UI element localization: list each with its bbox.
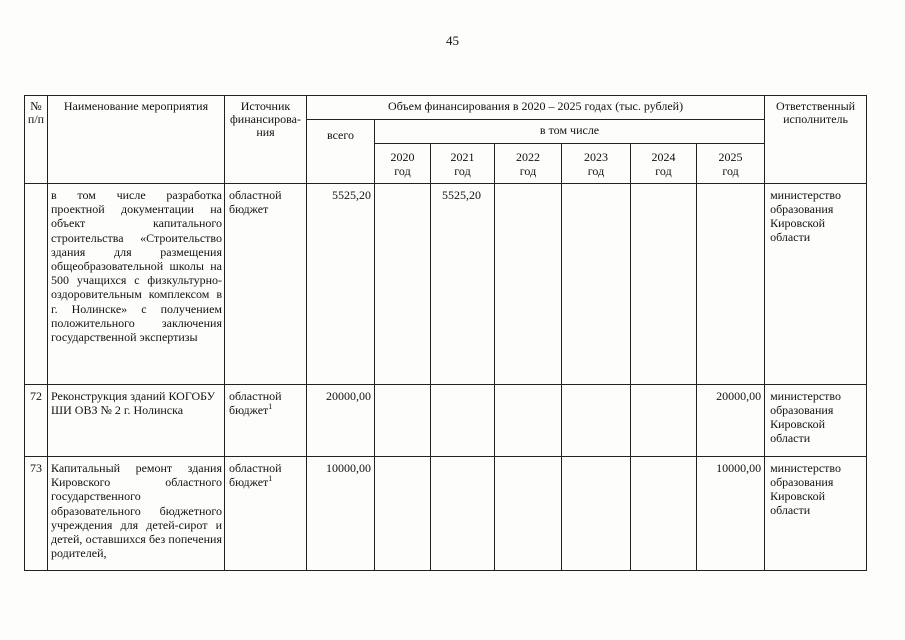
year-label: 2022 bbox=[516, 150, 540, 164]
header-year-2024 bbox=[631, 144, 697, 184]
year-unit: год bbox=[454, 164, 471, 178]
source-text: областной бюджет bbox=[229, 188, 282, 216]
source-text: областной бюджет bbox=[229, 461, 282, 489]
row-name: Капитальный ремонт здания Кировского областного государственного образовательного бюджетного учреждения для детей-сирот и детей, оставшихся без попечения родителей, bbox=[48, 457, 225, 571]
year-label: 2023 bbox=[584, 150, 608, 164]
row-2021 bbox=[431, 385, 495, 457]
page-number: 45 bbox=[446, 33, 459, 48]
source-text: областной бюджет bbox=[229, 389, 282, 417]
row-source bbox=[225, 457, 307, 571]
row-2022 bbox=[495, 184, 562, 385]
header-responsible: Ответственный исполнитель bbox=[765, 96, 867, 184]
row-num: 73 bbox=[25, 457, 48, 571]
header-row-1 bbox=[25, 96, 867, 120]
row-2025 bbox=[697, 184, 765, 385]
year-label: 2020 bbox=[390, 150, 415, 164]
header-year-2023 bbox=[562, 144, 631, 184]
header-year-2025 bbox=[697, 144, 765, 184]
row-2025: 10000,00 bbox=[697, 457, 765, 571]
row-responsible: министерство образования Кировской области bbox=[765, 457, 867, 571]
row-num: 72 bbox=[25, 385, 48, 457]
year-label: 2024 bbox=[651, 150, 676, 164]
row-total: 5525,20 bbox=[307, 184, 375, 385]
header-name bbox=[48, 96, 225, 184]
header-year-2022 bbox=[495, 144, 562, 184]
footnote-mark: 1 bbox=[268, 402, 273, 411]
row-2020 bbox=[375, 385, 431, 457]
row-num bbox=[25, 184, 48, 385]
row-total: 20000,00 bbox=[307, 385, 375, 457]
row-2023 bbox=[562, 184, 631, 385]
table-row bbox=[25, 385, 867, 457]
header-name-text: Наименование мероприятия bbox=[63, 99, 209, 113]
row-responsible: министерство образования Кировской области bbox=[765, 184, 867, 385]
year-unit: год bbox=[722, 164, 739, 178]
year-label: 2021 bbox=[450, 150, 475, 164]
row-source bbox=[225, 385, 307, 457]
row-2022 bbox=[495, 385, 562, 457]
footnote-mark: 1 bbox=[268, 474, 273, 483]
header-volume: Объем финансирования в 2020 – 2025 годах (тыс. рублей) bbox=[307, 96, 765, 120]
header-source-line-3: ния bbox=[256, 125, 275, 139]
row-2024 bbox=[631, 385, 697, 457]
row-2025: 20000,00 bbox=[697, 385, 765, 457]
table-row bbox=[25, 184, 867, 385]
row-2021: 5525,20 bbox=[431, 184, 495, 385]
year-unit: год bbox=[519, 164, 537, 178]
row-2023 bbox=[562, 457, 631, 571]
year-unit: год bbox=[655, 164, 672, 178]
year-unit: год bbox=[587, 164, 605, 178]
header-total: всего bbox=[307, 120, 375, 184]
row-2020 bbox=[375, 457, 431, 571]
header-source bbox=[225, 96, 307, 184]
header-year-2021 bbox=[431, 144, 495, 184]
table-row bbox=[25, 457, 867, 571]
header-source-line-1: Источник bbox=[240, 99, 291, 113]
row-name: Реконструкция зданий КОГОБУ ШИ ОВЗ № 2 г. Нолинска bbox=[48, 385, 225, 457]
header-year-2020 bbox=[375, 144, 431, 184]
funding-table bbox=[24, 95, 867, 571]
row-responsible: министерство образования Кировской области bbox=[765, 385, 867, 457]
year-unit: год bbox=[394, 164, 411, 178]
row-source bbox=[225, 184, 307, 385]
row-2024 bbox=[631, 184, 697, 385]
row-2023 bbox=[562, 385, 631, 457]
row-2024 bbox=[631, 457, 697, 571]
row-2020 bbox=[375, 184, 431, 385]
row-name: в том числе разработка проектной документации на объект капитального строительства «Строительство здания для размещения общеобразовательной школы на 500 учащихся с физкультурно-оздоровительным комплексом в г. Нолинске» с получением положительного заключения государственной экспертизы bbox=[48, 184, 225, 385]
header-including: в том числе bbox=[375, 120, 765, 144]
row-total: 10000,00 bbox=[307, 457, 375, 571]
header-source-line-2: финансирова- bbox=[230, 112, 301, 126]
row-2021 bbox=[431, 457, 495, 571]
row-2022 bbox=[495, 457, 562, 571]
year-label: 2025 bbox=[718, 150, 743, 164]
header-num: № п/п bbox=[25, 96, 48, 184]
